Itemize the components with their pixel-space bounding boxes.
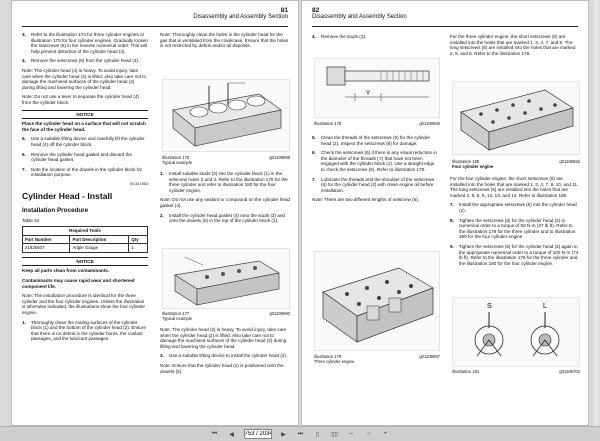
page-header: [312, 7, 578, 27]
contaminants-text: Contaminants may cause rapid wear and shortened component life.: [22, 278, 135, 289]
notice-text: Place the cylinder head on a surface that will not scratch the face of the cylinder head.: [22, 121, 146, 132]
table-header: Qty: [129, 235, 148, 244]
three-cylinder-text: For the three cylinder engine, the short setscrews (6) are installed into the holes that are marked 1, 3, 4, 7, and 8. The long setscrews (6) are installed into the holes that are marked 2, 5, and 6. Refer to the illustration 179.: [450, 34, 576, 56]
tightening-steps: [450, 176, 580, 270]
table-title: Required Tools: [23, 227, 148, 236]
step-4: 4. Remove the setscrews (5) from the cylinder head (4).: [22, 58, 140, 64]
prev-page-icon[interactable]: ◀: [229, 431, 234, 438]
angle-gauge-illustration: [452, 297, 580, 367]
table-header: Part Description: [70, 235, 129, 244]
section-title: Disassembly and Assembly Section: [312, 14, 407, 20]
step-5: 5. Use a suitable lifting device and carefully lift the cylinder head (4) off the cylinder block.: [22, 136, 145, 147]
cylinder-head-illustration: [162, 248, 290, 309]
note: Note: The cylinder head (2) is heavy. To avoid injury, take care when the cylinder head (2) is lifted. Also take care not to damage the machined surfaces of the cylinder head (2) during lifting and lowering the cylinder head.: [160, 327, 287, 349]
engine-block-illustration: [162, 79, 290, 152]
note: Note: There are two different lengths of setscrew (6).: [312, 197, 420, 203]
steps: [312, 135, 438, 207]
required-tools-table: [22, 226, 148, 253]
install-step-2: 2. Install the cylinder head gasket (4) onto the studs (3) and onto the dowels (5) in the top of the cylinder block (1).: [160, 212, 285, 224]
step-3: 3. Refer to the illustration 174 for three cylinder engines or illustration 175 for four cylinder engines. Gradually loosen the setscrews (5) in the reverse numerical order. This will help prevent distortion of the cylinder head (4).: [22, 32, 148, 54]
section-heading: Cylinder Head - Install: [22, 191, 113, 202]
label-s: S: [487, 303, 492, 310]
notice-label: NOTICE: [22, 257, 148, 267]
three-cylinder-head-illustration: [314, 251, 440, 351]
step-1: 1. Thoroughly clean the mating surfaces of the cylinder block (1) and the bottom of the cylinder head (2). Ensure that there is no debris in the cylinder bores, the coolant passages, and the lubricant passages.: [22, 319, 146, 342]
step-7: 7. Note the location of the dowels in the cylinder block for installation purpose.: [22, 166, 143, 178]
last-page-icon[interactable]: ⏭: [297, 430, 304, 437]
install-steps: [160, 171, 290, 228]
left-column: [22, 32, 148, 346]
table-header: Part Number: [23, 235, 70, 244]
install-step-3: 3. Use a suitable lifting device to install the cylinder head (2).: [160, 353, 288, 359]
section-title: Disassembly and Assembly Section: [193, 14, 288, 20]
install-step-1: 1. Install suitable studs (3) into the cylinder block (1) in the setscrew holes 2 and 3. Refer to the illustration 179 for the three cylinder and refer to illustration 180 for the four cylinder engine.: [160, 171, 288, 193]
doc-id: i01447863: [130, 181, 148, 186]
step-8: 8. Tighten the setscrews (6) for the cylinder head (2) in numerical order to a torque of 50 N·m (37 lb ft). Refer to the illustration 179 for the three cylinder and to illustration 180 for the four cylinder engine.: [450, 217, 576, 240]
two-page-view-icon[interactable]: ▯▯: [331, 431, 338, 438]
step-5: 5. Clean the threads of the setscrews (6) for the cylinder head (2). Inspect the setscrews (6) for damage.: [312, 135, 431, 146]
step-6: 6. Remove the cylinder head gasket and discard the cylinder head gasket.: [22, 151, 132, 163]
figure-caption: Illustration 178 g01109693: [314, 121, 440, 126]
figure-caption: Illustration 180 g01106692 Four cylinder engine: [452, 159, 580, 169]
note: Note: Thoroughly clean the holes in the cylinder head for the gas that is ventilated from the crankcase. Ensure that the holes is not restricted by debris and/or oil deposits.: [160, 32, 289, 49]
figure-caption: Illustration 177 g01109690 Typical example: [162, 311, 290, 321]
left-column: [312, 34, 438, 44]
page-header: [22, 7, 288, 27]
first-page-icon[interactable]: ⏮: [211, 430, 218, 437]
note: Note: The cylinder head (4) is heavy. To avoid injury, take care when the cylinder head (4) is lifted. Also take care not to damage the machined surfaces of the cylinder head (4) during lifting and lowering the cylinder head.: [22, 67, 147, 90]
step-4: 4. Remove the studs (3).: [312, 34, 367, 39]
figure-caption: Illustration 181 g01106702: [452, 369, 580, 374]
right-column: [450, 34, 580, 60]
step-7: 7. Install the appropriate setscrews (6) into the cylinder head (2).: [450, 202, 577, 213]
step-9: 9. Tighten the setscrews (6) for the cylinder head (2) again in the appropriate numerical order to a torque of 100 N·m (74 lb ft). Refer to the illustration 179 for the three cylinder and the illustration 180 for the four cylinder engine.: [450, 243, 579, 266]
setscrew-illustration: [314, 58, 440, 118]
table-cell: 1: [129, 244, 148, 253]
table-row: [23, 244, 148, 253]
fit-width-icon[interactable]: ⇔: [348, 431, 355, 437]
four-cylinder-head-illustration: [452, 81, 580, 155]
step-7: 7. Lubricate the threads and the shoulder of the setscrews (6) for the cylinder head (2) with clean engine oil before installation.: [312, 176, 435, 193]
svg-text:Y: Y: [366, 91, 371, 97]
notice-label: NOTICE: [22, 110, 148, 120]
left-page: [11, 0, 299, 426]
table-label: Table 24: [22, 218, 40, 224]
figure-caption: Illustration 176 g01109699 Typical example: [162, 155, 290, 165]
page-number-input[interactable]: [244, 429, 272, 439]
table-cell: Angle Gauge: [70, 244, 129, 253]
note: Note: The installation procedure is identical for the three cylinder and the four cylinder engines. Unless the illustration is otherwise indicated, the illustrations show the four cylinder engine.: [22, 293, 146, 315]
vertical-scrollbar[interactable]: [594, 0, 599, 426]
note: Note: Do not use any sealant or compound on the cylinder head gasket (4).: [160, 197, 290, 208]
note: Note: Do not use a lever to separate the cylinder head (4) from the cylinder block.: [22, 94, 139, 105]
next-page-icon[interactable]: ▶: [281, 431, 286, 438]
step-6: 6. Check the setscrews (6) if there is any visual reduction in the diameter of the threads (Y) that have not been engaged with the cylinder block (1). Use a straight edge to check the setscrews (6). Refer to illustration 178.: [312, 150, 437, 172]
four-cylinder-text: For the four cylinder engine, the short setscrews (6) are installed into the holes that are marked 1, 3, 4, 7, 8, 10, and 11. The long setscrews (6) are installed into the holes that are marked 2, 5, 6, 9, 12, 13, and 14. Refer to illustration 180.: [450, 176, 579, 198]
single-page-view-icon[interactable]: ▯: [315, 431, 320, 438]
viewer-toolbar: [0, 426, 600, 441]
table-cell: 21825607: [23, 244, 70, 253]
note: Note: Ensure that the cylinder head (2) is positioned onto the dowels (5).: [160, 362, 284, 374]
zoom-out-icon[interactable]: −: [366, 431, 371, 437]
right-column: [160, 32, 290, 53]
figure-caption: Illustration 179 g01109697 Three cylinder engine: [314, 354, 440, 364]
notice-text: Keep all parts clean from contaminants.: [22, 268, 110, 274]
page-number: 81: [280, 7, 288, 14]
subheading: Installation Procedure: [22, 207, 89, 215]
zoom-in-icon[interactable]: +: [383, 431, 388, 437]
label-l: L: [543, 303, 547, 310]
right-page: [301, 0, 589, 426]
install-steps-2: [160, 327, 290, 378]
page-number: 82: [312, 7, 320, 14]
